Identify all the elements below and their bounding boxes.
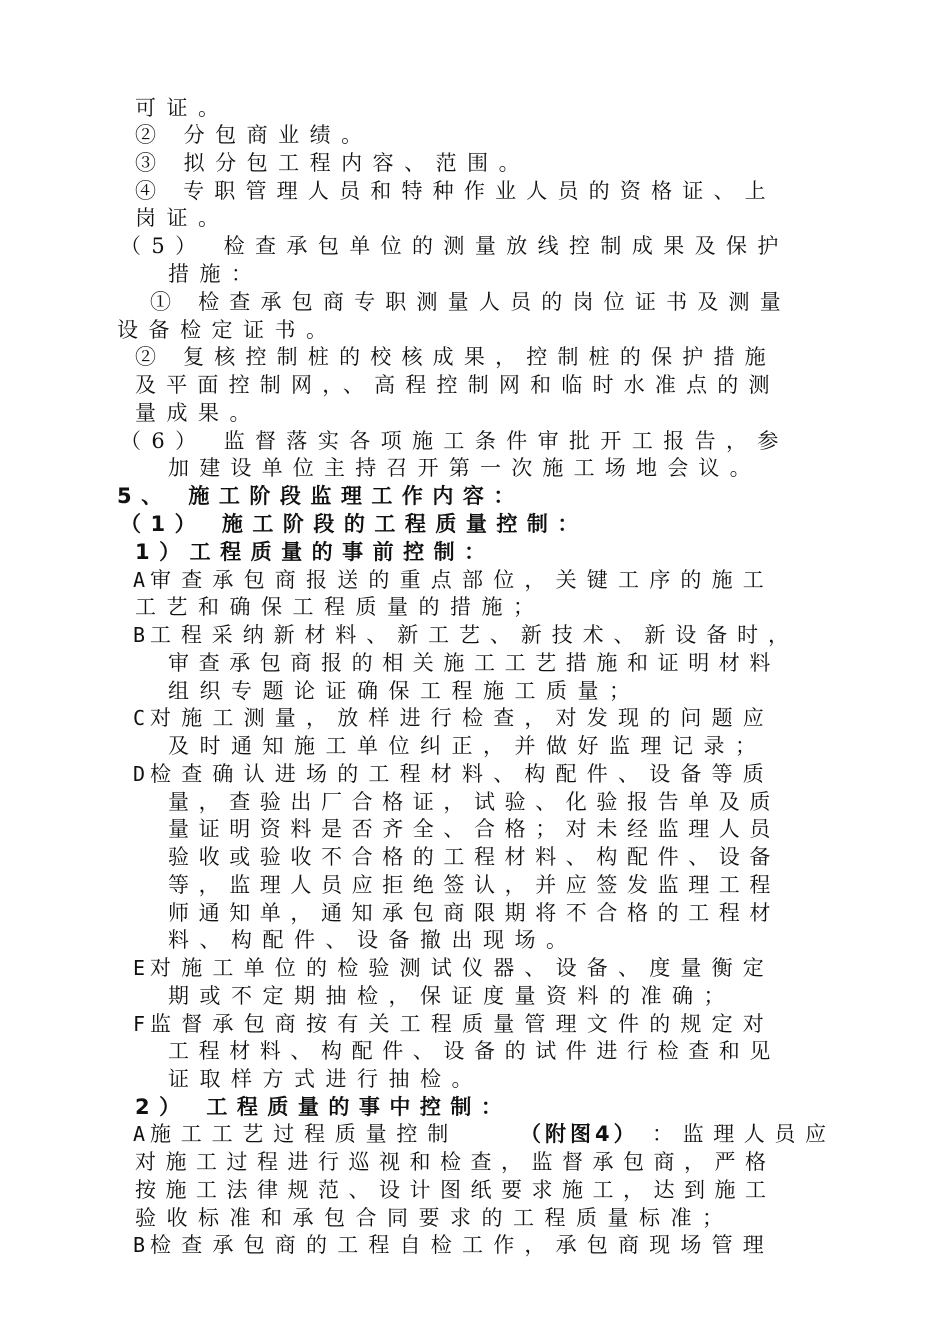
text-line: 可证。 <box>135 96 230 120</box>
text-line: ③ 拟分包工程内容、范围。 <box>135 151 531 175</box>
text-line: 设备检定证书。 <box>117 318 338 342</box>
section-heading: （5） 检查承包单位的测量放线控制成果及保护 <box>120 234 789 258</box>
text-line: 审查承包商报送的重点部位，关键工序的施工 <box>150 568 774 592</box>
text-line: 验收或验收不合格的工程材料、构配件、设备 <box>168 845 780 869</box>
text-line: 工程材料、构配件、设备的试件进行检查和见 <box>168 1039 780 1063</box>
item-marker: A <box>133 568 146 592</box>
text-line: 对施工过程进行巡视和检查，监督承包商，严格 <box>135 1150 776 1174</box>
text-line: 证取样方式进行抽检。 <box>168 1067 483 1091</box>
text-line: 对施工测量，放样进行检查，对发现的问题应 <box>150 706 774 730</box>
text-line: 岗证。 <box>135 206 230 230</box>
text-line: 组织专题论证确保工程施工质量； <box>168 679 641 703</box>
item-marker: E <box>133 956 146 980</box>
text-line: 验收标准和承包合同要求的工程质量标准； <box>135 1206 734 1230</box>
item-marker: F <box>133 1012 146 1036</box>
figure-reference: （附图4） <box>520 1122 639 1146</box>
text-line: 期或不定期抽检，保证度量资料的准确； <box>168 984 735 1008</box>
text-line: ② 复核控制桩的校核成果，控制桩的保护措施 <box>135 345 776 369</box>
text-line: 审查承包商报的相关施工工艺措施和证明材料 <box>168 651 780 675</box>
text-line: 师通知单，通知承包商限期将不合格的工程材 <box>168 901 780 925</box>
section-heading: 2） 工程质量的事中控制： <box>135 1095 512 1119</box>
text-line: 施工工艺过程质量控制 <box>150 1122 458 1146</box>
text-line: 工艺和确保工程质量的措施； <box>135 595 545 619</box>
text-line: ① 检查承包商专职测量人员的岗位证书及测量 <box>150 290 791 314</box>
text-line: ④ 专职管理人员和特种作业人员的资格证、上 <box>135 179 776 203</box>
section-heading: （6） 监督落实各项施工条件审批开工报告，参 <box>120 429 789 453</box>
text-line: 及平面控制网，、高程控制网和临时水准点的测 <box>135 373 780 397</box>
text-line: 量成果。 <box>135 401 261 425</box>
item-marker: D <box>133 762 146 786</box>
text-line: ：监理人员应 <box>652 1122 836 1146</box>
text-line: 检查确认进场的工程材料、构配件、设备等质 <box>150 762 774 786</box>
section-heading: 5、 施工阶段监理工作内容： <box>117 484 524 508</box>
text-line: 料、构配件、设备撤出现场。 <box>168 928 578 952</box>
text-line: 量证明资料是否齐全、合格；对未经监理人员 <box>168 817 780 841</box>
section-heading: 1）工程质量的事前控制： <box>135 540 495 564</box>
item-marker: A <box>133 1122 146 1146</box>
text-line: 及时通知施工单位纠正，并做好监理记录； <box>168 734 767 758</box>
text-line: 等，监理人员应拒绝签认，并应签发监理工程 <box>168 873 780 897</box>
text-line: 措施： <box>168 262 263 286</box>
item-marker: B <box>133 1233 146 1257</box>
text-line: 对施工单位的检验测试仪器、设备、度量衡定 <box>150 956 774 980</box>
item-marker: B <box>133 623 146 647</box>
text-line: 工程采纳新材料、新工艺、新技术、新设备时， <box>150 623 799 647</box>
text-line: ② 分包商业绩。 <box>135 123 373 147</box>
text-line: 按施工法律规范、设计图纸要求施工，达到施工 <box>135 1178 776 1202</box>
section-heading: （1） 施工阶段的工程质量控制： <box>120 512 588 536</box>
text-line: 检查承包商的工程自检工作，承包商现场管理 <box>150 1233 774 1257</box>
text-line: 量，查验出厂合格证，试验、化验报告单及质 <box>168 790 780 814</box>
text-line: 加建设单位主持召开第一次施工场地会议。 <box>168 456 761 480</box>
text-line: 监督承包商按有关工程质量管理文件的规定对 <box>150 1012 774 1036</box>
item-marker: C <box>133 706 146 730</box>
